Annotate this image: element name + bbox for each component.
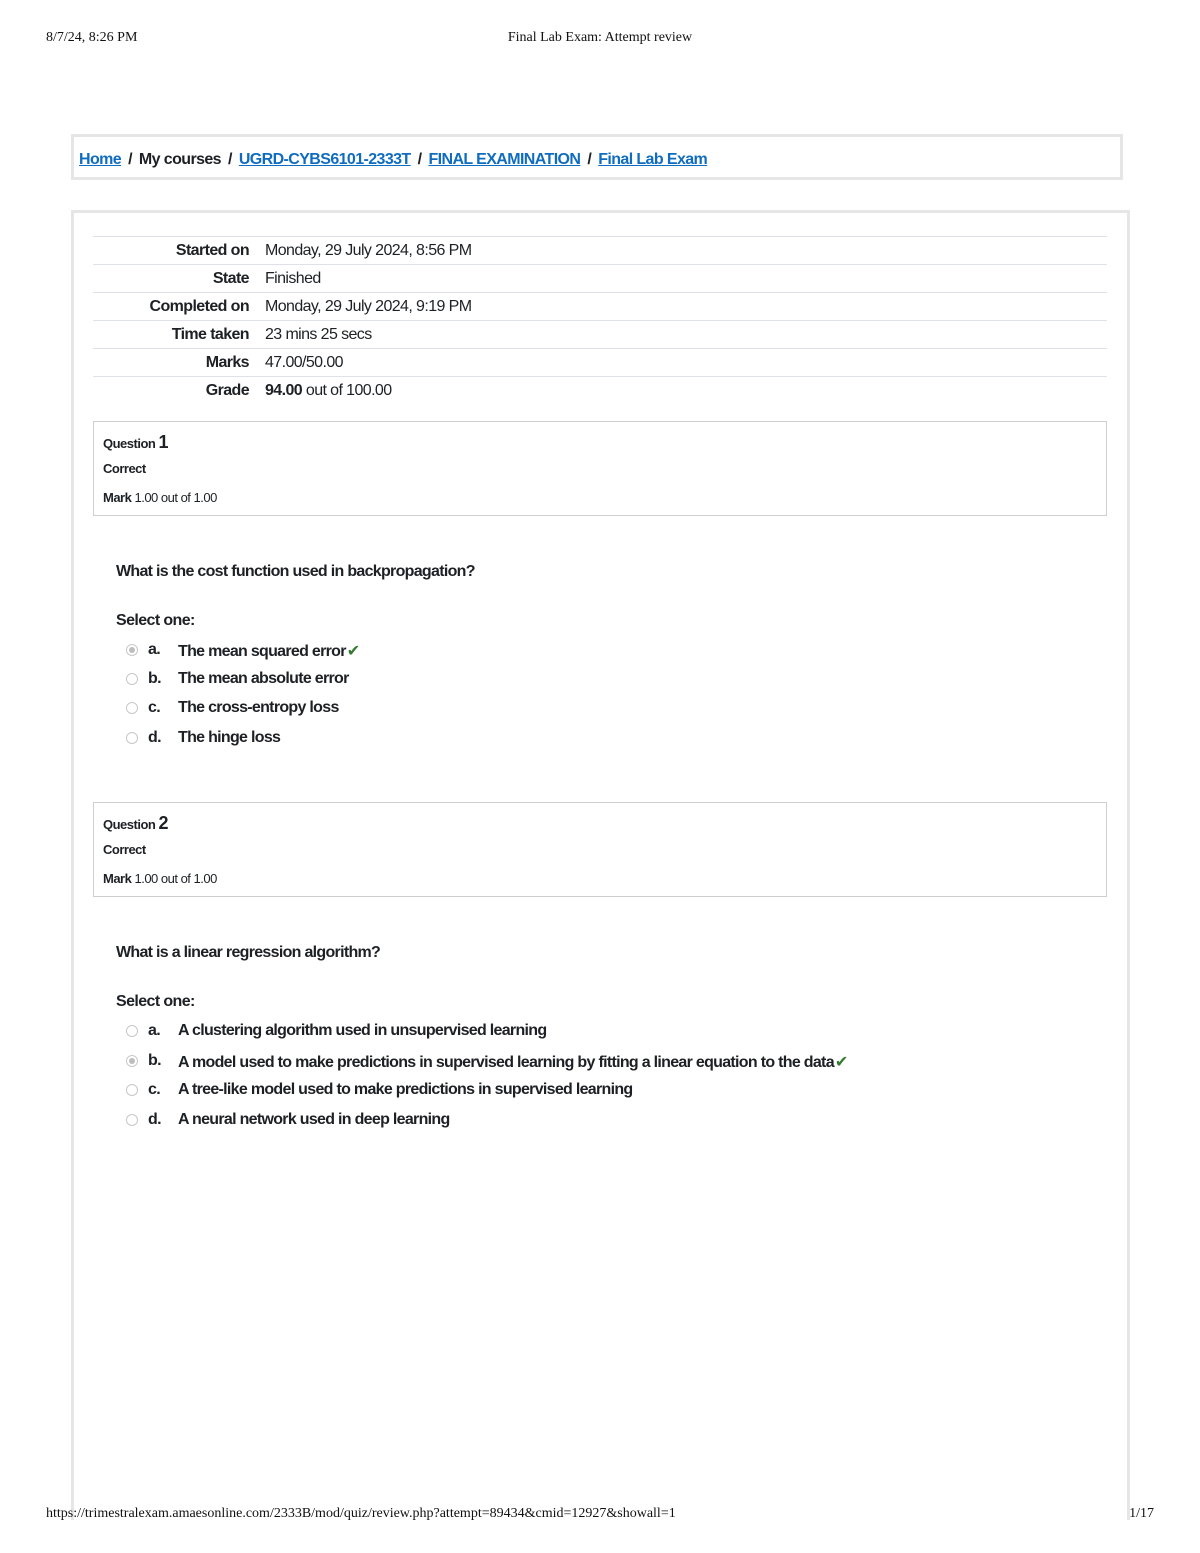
question-text: What is the cost function used in backpropagation?	[116, 563, 475, 580]
breadcrumb-my-courses: My courses	[138, 151, 221, 168]
question-label: Question	[103, 436, 156, 451]
radio-icon[interactable]	[126, 644, 138, 656]
mark-label: Mark	[103, 490, 132, 505]
check-icon: ✔	[834, 1054, 848, 1071]
answer-letter: c.	[148, 1081, 160, 1098]
summary-value: 47.00/50.00	[265, 354, 343, 371]
answer-letter: a.	[148, 1022, 160, 1039]
breadcrumb-container	[71, 134, 1123, 180]
print-datetime: 8/7/24, 8:26 PM	[46, 30, 138, 45]
summary-label: Grade	[205, 382, 249, 399]
mark-value: 1.00 out of 1.00	[134, 490, 217, 505]
question-number	[103, 432, 168, 453]
mark-value: 1.00 out of 1.00	[134, 871, 217, 886]
answer-text	[178, 641, 360, 661]
grade-score: 94.00	[265, 382, 303, 399]
radio-icon[interactable]	[126, 1084, 138, 1096]
question-info-box	[93, 802, 1107, 897]
breadcrumb-separator: /	[227, 151, 232, 168]
attempt-summary-table	[93, 236, 1107, 404]
question-state: Correct	[103, 461, 146, 476]
radio-icon[interactable]	[126, 1055, 138, 1067]
answer-label: A clustering algorithm used in unsupervised learning	[178, 1022, 547, 1039]
answer-label: The mean squared error	[178, 643, 346, 660]
grade-out-of: out of 100.00	[302, 382, 392, 399]
summary-row-grade	[93, 376, 1107, 404]
question-label: Question	[103, 817, 156, 832]
answer-prompt: Select one:	[116, 993, 195, 1010]
summary-row-time-taken	[93, 320, 1107, 348]
answer-letter: b.	[148, 670, 161, 687]
summary-label: Completed on	[149, 298, 249, 315]
breadcrumb	[79, 151, 707, 169]
answer-label: The cross-entropy loss	[178, 699, 339, 716]
print-title: Final Lab Exam: Attempt review	[507, 30, 693, 45]
breadcrumb-separator: /	[128, 151, 132, 168]
radio-icon[interactable]	[126, 702, 138, 714]
answer-label: A neural network used in deep learning	[178, 1111, 450, 1128]
summary-value: Finished	[265, 270, 321, 287]
answer-letter: b.	[148, 1052, 161, 1069]
breadcrumb-separator: /	[587, 151, 592, 168]
summary-value: Monday, 29 July 2024, 9:19 PM	[265, 298, 472, 315]
answer-letter: c.	[148, 699, 160, 716]
breadcrumb-course-link[interactable]: UGRD-CYBS6101-2333T	[238, 151, 411, 168]
summary-row-state	[93, 264, 1107, 292]
summary-label: Marks	[205, 354, 249, 371]
answer-label: A model used to make predictions in supervised learning by fitting a linear equation to the data	[178, 1054, 834, 1071]
answer-prompt: Select one:	[116, 612, 195, 629]
mark-label: Mark	[103, 871, 132, 886]
question-grade	[103, 490, 217, 505]
question-number	[103, 813, 168, 834]
check-icon: ✔	[346, 643, 360, 660]
print-url: https://trimestralexam.amaesonline.com/2333B/mod/quiz/review.php?attempt=89434&cmid=12927&showall=1	[46, 1506, 676, 1521]
answer-letter: d.	[148, 1111, 161, 1128]
summary-label: Time taken	[171, 326, 249, 343]
breadcrumb-section-link[interactable]: FINAL EXAMINATION	[428, 151, 581, 168]
print-page-number: 1/17	[1129, 1506, 1154, 1521]
summary-label: Started on	[175, 242, 249, 259]
answer-text	[178, 1052, 848, 1072]
question-number-value: 2	[158, 813, 168, 833]
question-number-value: 1	[158, 432, 168, 452]
question-grade	[103, 871, 217, 886]
radio-icon[interactable]	[126, 673, 138, 685]
answer-label: The mean absolute error	[178, 670, 349, 687]
radio-icon[interactable]	[126, 1025, 138, 1037]
summary-row-started-on	[93, 236, 1107, 264]
question-info-box	[93, 421, 1107, 516]
summary-row-marks	[93, 348, 1107, 376]
question-state: Correct	[103, 842, 146, 857]
answer-letter: d.	[148, 729, 161, 746]
breadcrumb-separator: /	[417, 151, 422, 168]
radio-icon[interactable]	[126, 732, 138, 744]
summary-row-completed-on	[93, 292, 1107, 320]
summary-value: Monday, 29 July 2024, 8:56 PM	[265, 242, 472, 259]
answer-label: A tree-like model used to make predictions in supervised learning	[178, 1081, 633, 1098]
breadcrumb-quiz-link[interactable]: Final Lab Exam	[598, 151, 708, 168]
breadcrumb-home-link[interactable]: Home	[79, 151, 122, 168]
radio-icon[interactable]	[126, 1114, 138, 1126]
answer-label: The hinge loss	[178, 729, 281, 746]
question-text: What is a linear regression algorithm?	[116, 944, 381, 961]
summary-value: 23 mins 25 secs	[265, 326, 372, 343]
summary-label: State	[212, 270, 249, 287]
summary-value	[265, 382, 392, 400]
answer-letter: a.	[148, 641, 160, 658]
